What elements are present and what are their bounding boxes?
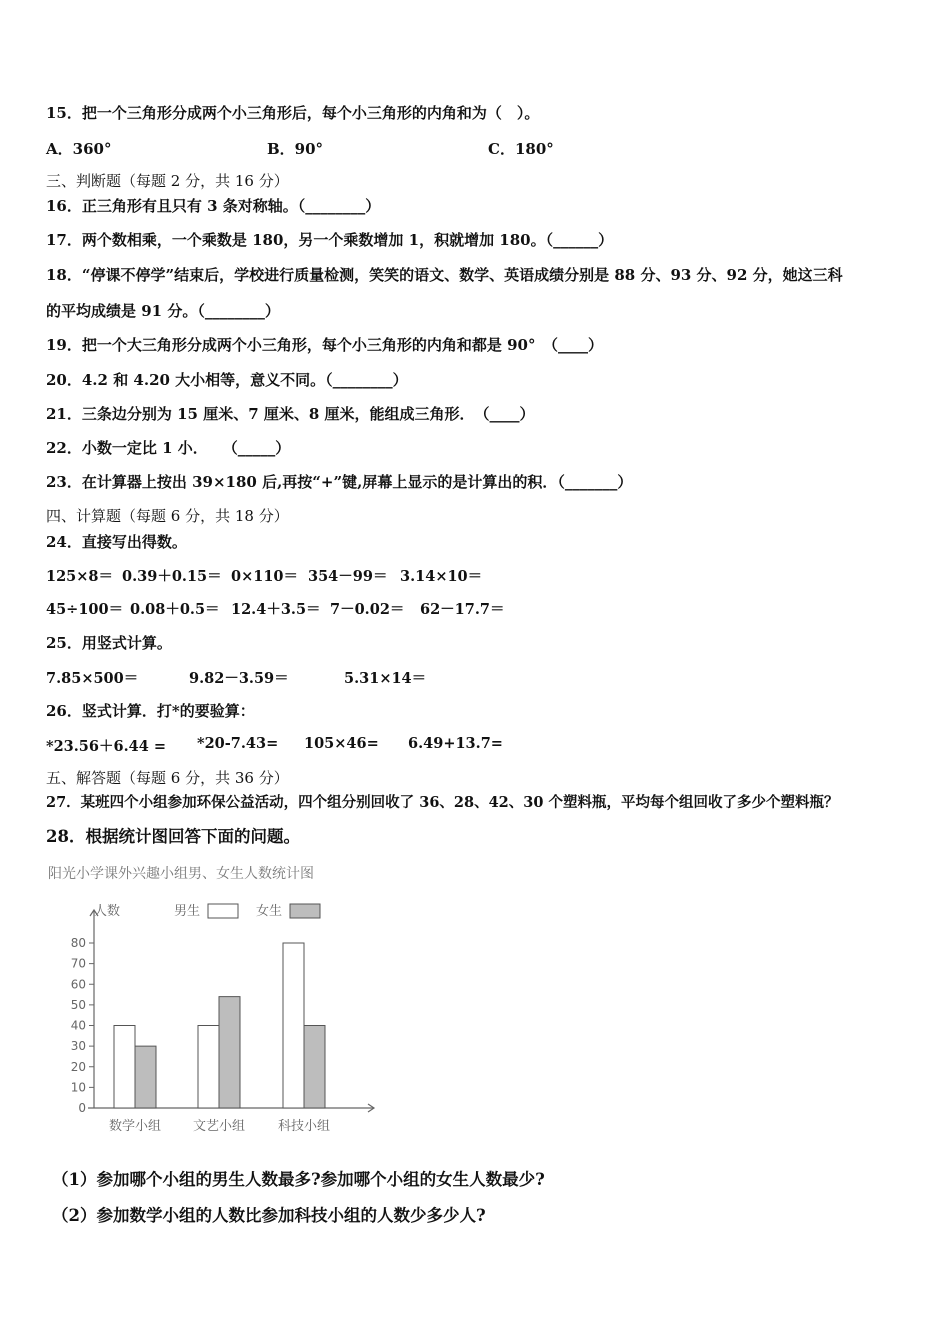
question-22: 22．小数一定比 1 小． （_____） xyxy=(46,439,291,457)
q15-option-b: B．90° xyxy=(267,140,324,158)
legend-swatch xyxy=(208,904,238,918)
question-17: 17．两个数相乘，一个乘数是 180，另一个乘数增加 1，积就增加 180。（______） xyxy=(46,231,614,249)
bar xyxy=(135,1046,156,1108)
question-24: 24．直接写出得数。 xyxy=(46,533,187,551)
y-tick-label: 70 xyxy=(70,956,86,971)
q25-item: 5.31×14＝ xyxy=(344,670,427,687)
y-ticks xyxy=(71,936,94,1115)
q24-item: 125×8＝ xyxy=(46,568,114,585)
q25-item: 7.85×500＝ xyxy=(46,670,139,687)
question-28-part-1: （1）参加哪个小组的男生人数最多?参加哪个小组的女生人数最少? xyxy=(52,1170,545,1189)
y-tick-label: 80 xyxy=(70,936,86,950)
q24-item: 45÷100＝ xyxy=(46,601,124,618)
chart-legend xyxy=(174,903,320,919)
y-tick-label: 10 xyxy=(70,1080,86,1095)
q25-item: 9.82－3.59＝ xyxy=(189,670,289,687)
question-20: 20．4.2 和 4.20 大小相等，意义不同。（________） xyxy=(46,371,408,389)
question-21: 21．三条边分别为 15 厘米、7 厘米、8 厘米，能组成三角形． （____） xyxy=(46,405,535,423)
category-label: 数学小组 xyxy=(108,1119,162,1134)
chart-y-axis-label: 人数 xyxy=(94,904,121,919)
section-5-heading: 五、解答题（每题 6 分，共 36 分） xyxy=(46,769,289,787)
q24-item: 0×110＝ xyxy=(231,568,299,585)
y-tick-label: 30 xyxy=(70,1039,86,1054)
bar xyxy=(219,997,240,1108)
category-labels xyxy=(109,1118,330,1134)
bar xyxy=(114,1026,135,1109)
question-15: 15．把一个三角形分成两个小三角形后，每个小三角形的内角和为（ ）。 xyxy=(46,104,540,122)
legend-label: 男生 xyxy=(174,904,201,919)
question-18-line1: 18．“停课不停学”结束后，学校进行质量检测，笑笑的语文、数学、英语成绩分别是 88 分、93 分、92 分，她这三科 xyxy=(46,266,843,284)
q26-item: *23.56＋6.44 = xyxy=(46,738,167,755)
question-26: 26．竖式计算．打*的要验算： xyxy=(46,702,255,720)
q24-item: 7－0.02＝ xyxy=(330,601,405,618)
question-25: 25．用竖式计算。 xyxy=(46,634,172,652)
bar xyxy=(283,943,304,1108)
bar xyxy=(198,1026,219,1109)
y-tick-label: 60 xyxy=(70,977,86,992)
q24-item: 0.08＋0.5＝ xyxy=(130,601,220,618)
question-23: 23．在计算器上按出 39×180 后,再按“+”键,屏幕上显示的是计算出的积．（_______） xyxy=(46,473,633,491)
y-tick-label: 20 xyxy=(70,1059,86,1074)
q24-item: 3.14×10＝ xyxy=(400,568,483,585)
question-27: 27．某班四个小组参加环保公益活动，四个组分别回收了 36、28、42、30 个塑料瓶，平均每个组回收了多少个塑料瓶？ xyxy=(46,794,839,811)
chart-title: 阳光小学课外兴趣小组男、女生人数统计图 xyxy=(48,866,314,882)
q24-item: 62－17.7＝ xyxy=(420,601,505,618)
q24-item: 0.39＋0.15＝ xyxy=(122,568,222,585)
bars xyxy=(114,943,325,1108)
q15-option-a: A．360° xyxy=(46,140,112,158)
section-3-heading: 三、判断题（每题 2 分，共 16 分） xyxy=(46,172,289,190)
q26-item: 6.49+13.7= xyxy=(408,735,503,752)
question-28-part-2: （2）参加数学小组的人数比参加科技小组的人数少多少人? xyxy=(52,1206,486,1225)
q24-item: 12.4＋3.5＝ xyxy=(231,601,321,618)
legend-swatch xyxy=(290,904,320,918)
question-28: 28．根据统计图回答下面的问题。 xyxy=(46,827,300,846)
y-tick-label: 40 xyxy=(70,1018,86,1033)
q15-option-c: C．180° xyxy=(488,140,554,158)
y-tick-label: 50 xyxy=(70,997,86,1012)
bar-chart xyxy=(44,858,384,1138)
q26-item: 105×46= xyxy=(304,735,379,752)
category-label: 科技小组 xyxy=(277,1119,331,1134)
legend-label: 女生 xyxy=(256,904,283,919)
q24-item: 354－99＝ xyxy=(308,568,388,585)
y-tick-label: 0 xyxy=(78,1101,86,1115)
question-16: 16．正三角形有且只有 3 条对称轴。（________） xyxy=(46,197,381,215)
section-4-heading: 四、计算题（每题 6 分，共 18 分） xyxy=(46,507,289,525)
question-18-line2: 的平均成绩是 91 分。（________） xyxy=(46,302,280,320)
question-19: 19．把一个大三角形分成两个小三角形，每个小三角形的内角和都是 90° （____） xyxy=(46,336,603,354)
q26-item: *20-7.43= xyxy=(197,735,279,752)
bar xyxy=(304,1026,325,1109)
category-label: 文艺小组 xyxy=(192,1119,246,1134)
